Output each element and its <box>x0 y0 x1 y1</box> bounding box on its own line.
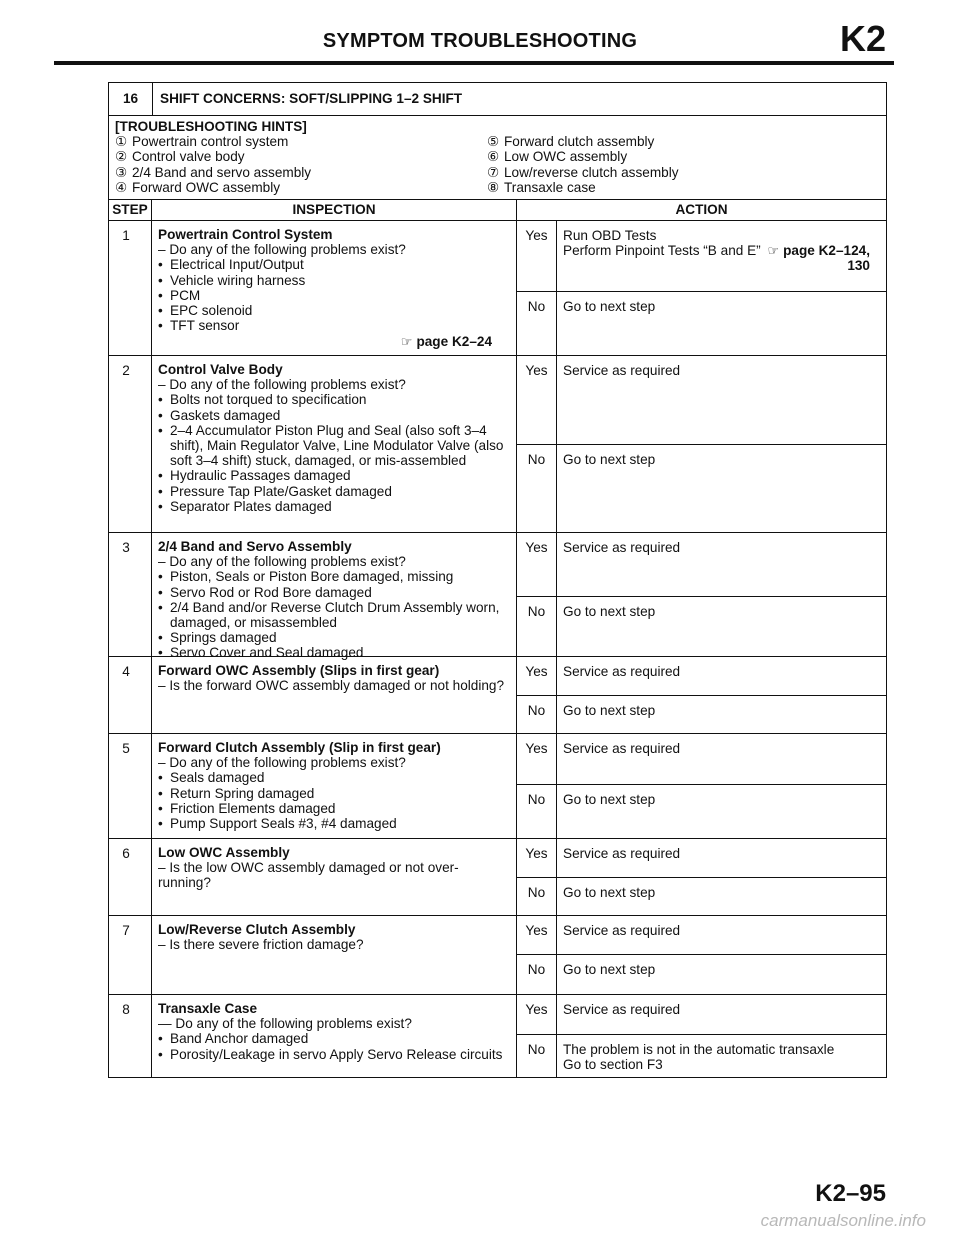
no-answer <box>517 1035 886 1077</box>
bullet-text: Bolts not torqued to specification <box>170 392 367 408</box>
answer-column <box>517 356 886 532</box>
yes-answer <box>517 657 886 696</box>
bullet-item <box>158 303 510 318</box>
yes-action-text: Service as required <box>563 363 681 379</box>
bullet-text: 2/4 Band and/or Reverse Clutch Drum Assembly worn, damaged, or misassembled <box>170 599 500 631</box>
hint-text: Low OWC assembly <box>504 149 628 165</box>
hint-text: Low/reverse clutch assembly <box>504 164 679 180</box>
bullet-dot: • <box>158 287 163 303</box>
page-title: SYMPTOM TROUBLESHOOTING <box>322 30 638 52</box>
bullet-item <box>158 585 510 600</box>
no-action <box>557 955 886 994</box>
bullet-item <box>158 786 510 801</box>
inspection-cell <box>152 533 517 664</box>
bullet-text: Band Anchor damaged <box>170 1031 309 1047</box>
no-label: No <box>517 878 557 915</box>
inspection-question: – Do any of the following problems exist? <box>158 242 406 258</box>
procedure-title: SHIFT CONCERNS: SOFT/SLIPPING 1–2 SHIFT <box>160 91 463 107</box>
bullet-dot: • <box>158 770 163 786</box>
column-header-action: ACTION <box>675 202 728 218</box>
bullet-text: PCM <box>170 287 201 303</box>
bullet-item <box>158 630 510 645</box>
bullet-dot: • <box>158 498 163 514</box>
yes-label: Yes <box>517 995 557 1034</box>
pointing-hand-icon: ☞ <box>400 334 413 350</box>
no-answer <box>517 292 886 355</box>
inspection-title: 2/4 Band and Servo Assembly <box>158 539 352 555</box>
hint-number: ② <box>115 149 128 165</box>
step-number: 5 <box>109 734 152 838</box>
hint-text: Transaxle case <box>504 179 596 195</box>
procedure-number: 16 <box>109 83 153 115</box>
bullet-dot: • <box>158 584 163 600</box>
bullet-dot: • <box>158 483 163 499</box>
hint-text: Forward OWC assembly <box>132 179 281 195</box>
no-label: No <box>517 292 557 355</box>
no-action <box>557 785 886 838</box>
hint-number: ⑧ <box>487 179 500 195</box>
hint-number: ⑥ <box>487 149 500 165</box>
hint-number: ③ <box>115 164 128 180</box>
bullet-dot: • <box>158 407 163 423</box>
bullet-text: Pressure Tap Plate/Gasket damaged <box>170 483 392 499</box>
inspection-question: – Do any of the following problems exist? <box>158 755 406 771</box>
bullet-text: Electrical Input/Output <box>170 257 304 273</box>
bullet-item <box>158 1047 510 1062</box>
step-number: 2 <box>109 356 152 532</box>
bullet-dot: • <box>158 785 163 801</box>
answer-column <box>517 916 886 994</box>
yes-action <box>557 657 886 695</box>
answer-column <box>517 734 886 838</box>
bullet-dot: • <box>158 257 163 273</box>
bullet-text: Pump Support Seals #3, #4 damaged <box>170 816 397 832</box>
inspection-question: – Is there severe friction damage? <box>158 937 364 953</box>
step-number: 1 <box>109 221 152 355</box>
no-action <box>557 878 886 915</box>
inspection-cell <box>152 916 517 994</box>
hint-text: 2/4 Band and servo assembly <box>132 164 312 180</box>
bullet-text: Gaskets damaged <box>170 407 281 423</box>
inspection-cell <box>152 734 517 838</box>
inspection-cell <box>152 221 517 355</box>
table-row <box>109 995 886 1077</box>
column-header-step: STEP <box>109 200 152 220</box>
table-row <box>109 533 886 661</box>
bullet-text: Servo Rod or Rod Bore damaged <box>170 584 372 600</box>
bullet-dot: • <box>158 303 163 319</box>
no-action <box>557 1035 886 1077</box>
pointing-hand-icon: ☞ <box>767 243 780 259</box>
bullet-dot: • <box>158 422 163 438</box>
bullet-text: Servo Cover and Seal damaged <box>170 645 364 661</box>
yes-action <box>557 916 886 954</box>
inspection-title: Low OWC Assembly <box>158 845 290 861</box>
page-reference <box>158 334 510 349</box>
hint-number: ⑤ <box>487 134 500 150</box>
yes-label: Yes <box>517 533 557 596</box>
inspection-title: Forward Clutch Assembly (Slip in first gear) <box>158 740 441 756</box>
hint-item <box>487 180 883 195</box>
hint-text: Powertrain control system <box>132 134 289 150</box>
yes-answer <box>517 734 886 785</box>
no-action-text: Go to next step <box>563 962 656 978</box>
no-answer <box>517 878 886 915</box>
bullet-dot: • <box>158 599 163 615</box>
table-row <box>109 839 886 916</box>
inspection-question: – Do any of the following problems exist? <box>158 554 406 570</box>
hint-text: Forward clutch assembly <box>504 134 655 150</box>
yes-label: Yes <box>517 839 557 877</box>
inspection-cell <box>152 995 517 1077</box>
yes-action <box>557 533 886 596</box>
yes-answer <box>517 221 886 292</box>
step-number: 4 <box>109 657 152 733</box>
header-divider <box>54 61 894 65</box>
hint-item <box>115 149 487 164</box>
bullet-dot: • <box>158 468 163 484</box>
hint-item <box>487 149 883 164</box>
inspection-title: Forward OWC Assembly (Slips in first gear) <box>158 663 440 679</box>
yes-action-text: Service as required <box>563 540 681 556</box>
bullet-text: Springs damaged <box>170 630 277 646</box>
bullet-text: EPC solenoid <box>170 303 253 319</box>
yes-label: Yes <box>517 356 557 444</box>
bullet-dot: • <box>158 1046 163 1062</box>
hint-item <box>115 165 487 180</box>
yes-action-text: Service as required <box>563 664 681 680</box>
no-action-text: The problem is not in the automatic transaxle Go to section F3 <box>563 1042 835 1073</box>
bullet-text: Friction Elements damaged <box>170 800 336 816</box>
no-answer <box>517 955 886 994</box>
bullet-text: 2–4 Accumulator Piston Plug and Seal (also soft 3–4 shift), Main Regulator Valve, Line Modulator Valve (also soft 3–4 shift) stuck, damaged, or mis-assembled <box>170 422 504 469</box>
step-number: 6 <box>109 839 152 915</box>
inspection-question: – Do any of the following problems exist? <box>158 377 406 393</box>
yes-action <box>557 221 886 291</box>
yes-label: Yes <box>517 734 557 784</box>
no-action-text: Go to next step <box>563 885 656 901</box>
yes-action-text: Service as required <box>563 846 681 862</box>
bullet-dot: • <box>158 569 163 585</box>
no-action <box>557 696 886 733</box>
yes-label: Yes <box>517 916 557 954</box>
yes-action-text: Run OBD Tests Perform Pinpoint Tests “B and E” <box>563 228 761 259</box>
bullet-item <box>158 569 510 584</box>
inspection-question: — Do any of the following problems exist? <box>158 1016 412 1032</box>
bullet-item <box>158 392 510 407</box>
no-action-text: Go to next step <box>563 299 656 315</box>
hint-number: ① <box>115 134 128 150</box>
table-header <box>109 200 886 221</box>
answer-column <box>517 221 886 355</box>
bullet-item <box>158 273 510 288</box>
bullet-dot: • <box>158 645 163 661</box>
yes-action-text: Service as required <box>563 923 681 939</box>
answer-column <box>517 995 886 1077</box>
yes-answer <box>517 995 886 1035</box>
bullet-text: Piston, Seals or Piston Bore damaged, missing <box>170 569 454 585</box>
no-action-text: Go to next step <box>563 703 656 719</box>
yes-answer <box>517 533 886 597</box>
bullet-item <box>158 257 510 272</box>
no-label: No <box>517 785 557 838</box>
yes-action <box>557 995 886 1034</box>
section-code: K2 <box>839 18 886 59</box>
yes-action-text: Service as required <box>563 1002 681 1018</box>
inspection-title: Transaxle Case <box>158 1001 257 1017</box>
no-answer <box>517 445 886 532</box>
page-reference-text: page K2–24 <box>416 334 492 350</box>
yes-action <box>557 839 886 877</box>
table-row <box>109 657 886 734</box>
yes-action <box>557 734 886 784</box>
bullet-text: Return Spring damaged <box>170 785 315 801</box>
hint-number: ④ <box>115 179 128 195</box>
yes-action-text: Service as required <box>563 741 681 757</box>
table-row <box>109 221 886 356</box>
step-number: 3 <box>109 533 152 664</box>
hint-item <box>487 134 883 149</box>
table-row <box>109 916 886 995</box>
no-action <box>557 292 886 355</box>
table-row <box>109 356 886 533</box>
table-body <box>109 221 886 1077</box>
yes-answer <box>517 839 886 878</box>
yes-answer <box>517 916 886 955</box>
column-header-inspection: INSPECTION <box>152 200 517 220</box>
bullet-item <box>158 288 510 303</box>
bullet-item <box>158 816 510 831</box>
no-answer <box>517 597 886 664</box>
table-row <box>109 734 886 839</box>
bullet-item <box>158 600 510 630</box>
no-answer <box>517 785 886 838</box>
yes-answer <box>517 356 886 445</box>
inspection-question: – Is the low OWC assembly damaged or not over-running? <box>158 860 459 891</box>
bullet-text: Seals damaged <box>170 770 265 786</box>
watermark: carmanualsonline.info <box>760 1211 926 1230</box>
no-label: No <box>517 696 557 733</box>
bullet-item <box>158 468 510 483</box>
inspection-cell <box>152 839 517 915</box>
yes-action <box>557 356 886 444</box>
bullet-dot: • <box>158 272 163 288</box>
hint-text: Control valve body <box>132 149 245 165</box>
no-action <box>557 597 886 664</box>
hints-heading: [TROUBLESHOOTING HINTS] <box>115 119 307 134</box>
no-answer <box>517 696 886 733</box>
troubleshooting-hints <box>109 116 886 200</box>
bullet-dot: • <box>158 392 163 408</box>
bullet-dot: • <box>158 630 163 646</box>
inspection-title: Low/Reverse Clutch Assembly <box>158 922 356 938</box>
yes-label: Yes <box>517 221 557 291</box>
inspection-title: Powertrain Control System <box>158 227 333 243</box>
hint-item <box>115 180 487 195</box>
no-action-text: Go to next step <box>563 452 656 468</box>
action-page-reference <box>767 243 870 273</box>
bullet-dot: • <box>158 1031 163 1047</box>
no-action-text: Go to next step <box>563 792 656 808</box>
bullet-item <box>158 318 510 333</box>
bullet-dot: • <box>158 318 163 334</box>
bullet-text: Separator Plates damaged <box>170 498 332 514</box>
bullet-item <box>158 484 510 499</box>
no-label: No <box>517 955 557 994</box>
no-label: No <box>517 1035 557 1077</box>
hint-item <box>115 134 487 149</box>
procedure-title-row <box>109 83 886 116</box>
bullet-dot: • <box>158 816 163 832</box>
inspection-cell <box>152 657 517 733</box>
bullet-text: Vehicle wiring harness <box>170 272 306 288</box>
inspection-question: – Is the forward OWC assembly damaged or not holding? <box>158 678 505 694</box>
step-number: 7 <box>109 916 152 994</box>
bullet-item <box>158 499 510 514</box>
no-label: No <box>517 445 557 532</box>
action-page-reference-text: page K2–124, 130 <box>783 243 870 274</box>
troubleshooting-table <box>108 82 887 1078</box>
page-number: K2–95 <box>815 1180 886 1207</box>
bullet-text: TFT sensor <box>170 318 240 334</box>
bullet-item <box>158 423 510 469</box>
hints-list <box>115 134 883 195</box>
bullet-dot: • <box>158 800 163 816</box>
answer-column <box>517 533 886 664</box>
no-action <box>557 445 886 532</box>
bullet-text: Porosity/Leakage in servo Apply Servo Release circuits <box>170 1046 503 1062</box>
bullet-item <box>158 770 510 785</box>
bullet-text: Hydraulic Passages damaged <box>170 468 351 484</box>
bullet-item <box>158 408 510 423</box>
hint-number: ⑦ <box>487 164 500 180</box>
inspection-title: Control Valve Body <box>158 362 283 378</box>
bullet-item <box>158 1031 510 1046</box>
answer-column <box>517 657 886 733</box>
hint-item <box>487 165 883 180</box>
inspection-cell <box>152 356 517 532</box>
yes-label: Yes <box>517 657 557 695</box>
no-label: No <box>517 597 557 664</box>
no-action-text: Go to next step <box>563 604 656 620</box>
bullet-item <box>158 801 510 816</box>
step-number: 8 <box>109 995 152 1077</box>
answer-column <box>517 839 886 915</box>
